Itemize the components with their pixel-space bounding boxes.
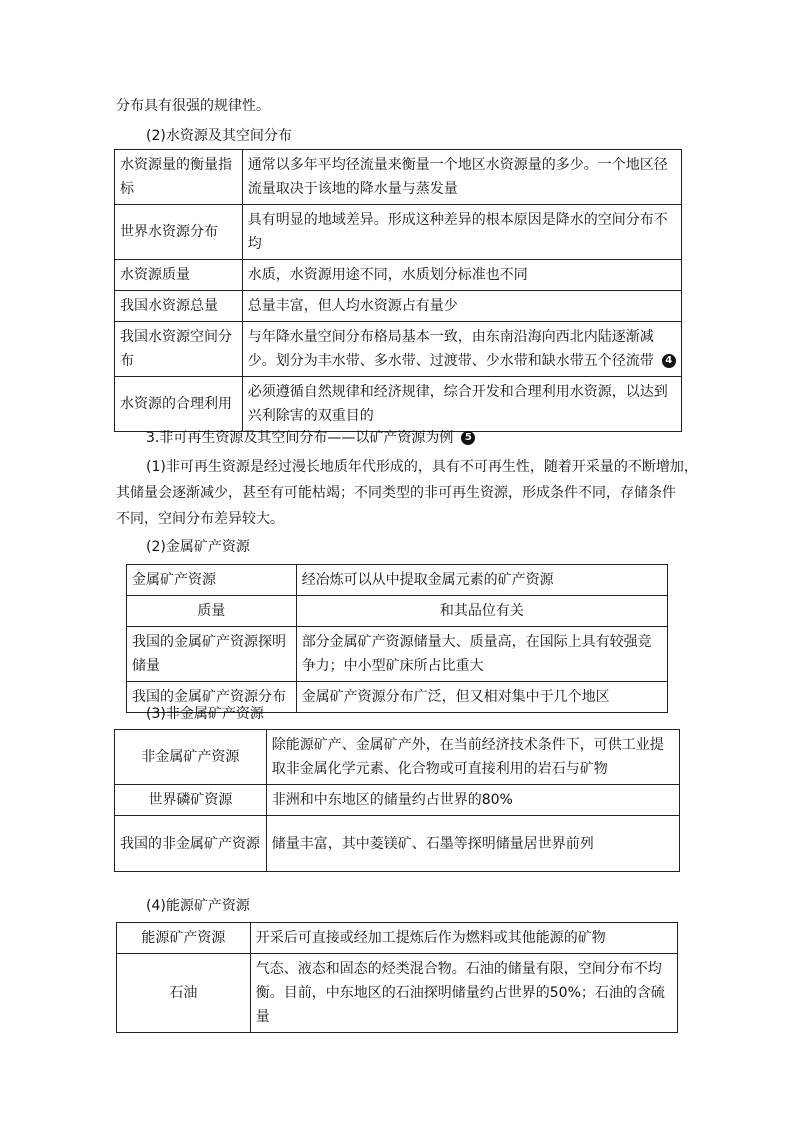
water-val-2: 水质，水资源用途不同，水质划分标准也不同	[242, 260, 681, 291]
water-key-1: 世界水资源分布	[115, 205, 243, 260]
water-key-0: 水资源量的衡量指标	[115, 150, 243, 205]
metal-table	[126, 564, 668, 713]
water-val-4: 与年降水量空间分布格局基本一致，由东南沿海向西北内陆逐渐减少。划分为丰水带、多水带、过渡带、少水带和缺水带五个径流带 4	[242, 322, 681, 377]
table-row	[115, 730, 680, 785]
nonmetal-table	[114, 729, 680, 872]
metal-key-0: 金属矿产资源	[127, 565, 297, 596]
energy-heading: (4)能源矿产资源	[146, 898, 250, 914]
water-val-3: 总量丰富，但人均水资源占有量少	[242, 291, 681, 322]
metal-key-3: 我国的金属矿产资源分布	[127, 682, 297, 713]
nonmetal-val-1: 非洲和中东地区的储量约占世界的80%	[266, 785, 679, 816]
water-val-5: 必须遵循自然规律和经济规律，综合开发和合理利用水资源，以达到兴利除害的双重目的	[242, 377, 681, 432]
nonmetal-val-0: 除能源矿产、金属矿产外，在当前经济技术条件下，可供工业提取非金属化学元素、化合物或可直接利用的岩石与矿物	[266, 730, 679, 785]
metal-val-2: 部分金属矿产资源储量大、质量高，在国际上具有较强竞争力；中小型矿床所占比重大	[296, 627, 667, 682]
metal-key-2: 我国的金属矿产资源探明储量	[127, 627, 297, 682]
water-table	[114, 149, 682, 432]
energy-val-0: 开采后可直接或经加工提炼后作为燃料或其他能源的矿物	[250, 923, 677, 954]
nonmetal-key-2: 我国的非金属矿产资源	[115, 816, 267, 872]
water-heading: (2)水资源及其空间分布	[146, 128, 292, 144]
energy-key-1: 石油	[117, 954, 251, 1033]
table-row	[115, 291, 682, 322]
marker-5-icon: 5	[461, 431, 475, 445]
metal-val-0: 经冶炼可以从中提取金属元素的矿产资源	[296, 565, 667, 596]
table-row	[117, 954, 678, 1033]
nonmetal-key-1: 世界磷矿资源	[115, 785, 267, 816]
marker-4-icon: 4	[662, 354, 676, 368]
water-key-5: 水资源的合理利用	[115, 377, 243, 432]
energy-table	[116, 922, 678, 1033]
intro-line: 分布具有很强的规律性。	[116, 98, 270, 114]
nonmetal-key-0: 非金属矿产资源	[115, 730, 267, 785]
section3-heading: 3.非可再生资源及其空间分布——以矿产资源为例 5	[146, 428, 475, 448]
table-row	[115, 205, 682, 260]
metal-key-1: 质量	[127, 596, 297, 627]
table-row	[127, 565, 668, 596]
table-row	[115, 377, 682, 432]
table-row	[117, 923, 678, 954]
water-val-1: 具有明显的地域差异。形成这种差异的根本原因是降水的空间分布不均	[242, 205, 681, 260]
energy-key-0: 能源矿产资源	[117, 923, 251, 954]
table-row	[115, 260, 682, 291]
section3-para-line-0: (1)非可再生资源是经过漫长地质年代形成的，具有不可再生性，随着开采量的不断增加，	[146, 459, 698, 475]
table-row	[115, 785, 680, 816]
table-row	[115, 150, 682, 205]
water-key-2: 水资源质量	[115, 260, 243, 291]
water-val-0: 通常以多年平均径流量来衡量一个地区水资源量的多少。一个地区径流量取决于该地的降水量与蒸发量	[242, 150, 681, 205]
table-row	[115, 322, 682, 377]
section3-para-line-1: 其储量会逐渐减少，甚至有可能枯竭；不同类型的非可再生资源，形成条件不同，存储条件	[116, 485, 676, 501]
nonmetal-heading: (3)非金属矿产资源	[146, 706, 264, 722]
water-key-3: 我国水资源总量	[115, 291, 243, 322]
metal-heading: (2)金属矿产资源	[146, 539, 250, 555]
energy-val-1: 气态、液态和固态的烃类混合物。石油的储量有限，空间分布不均衡。目前，中东地区的石油探明储量约占世界的50%；石油的含硫量	[250, 954, 677, 1033]
table-row	[127, 627, 668, 682]
table-row	[127, 596, 668, 627]
nonmetal-val-2: 储量丰富，其中菱镁矿、石墨等探明储量居世界前列	[266, 816, 679, 872]
metal-val-3: 金属矿产资源分布广泛，但又相对集中于几个地区	[296, 682, 667, 713]
table-row	[115, 816, 680, 872]
section3-para-line-2: 不同，空间分布差异较大。	[116, 511, 284, 527]
water-key-4: 我国水资源空间分布	[115, 322, 243, 377]
metal-val-1: 和其品位有关	[296, 596, 667, 627]
